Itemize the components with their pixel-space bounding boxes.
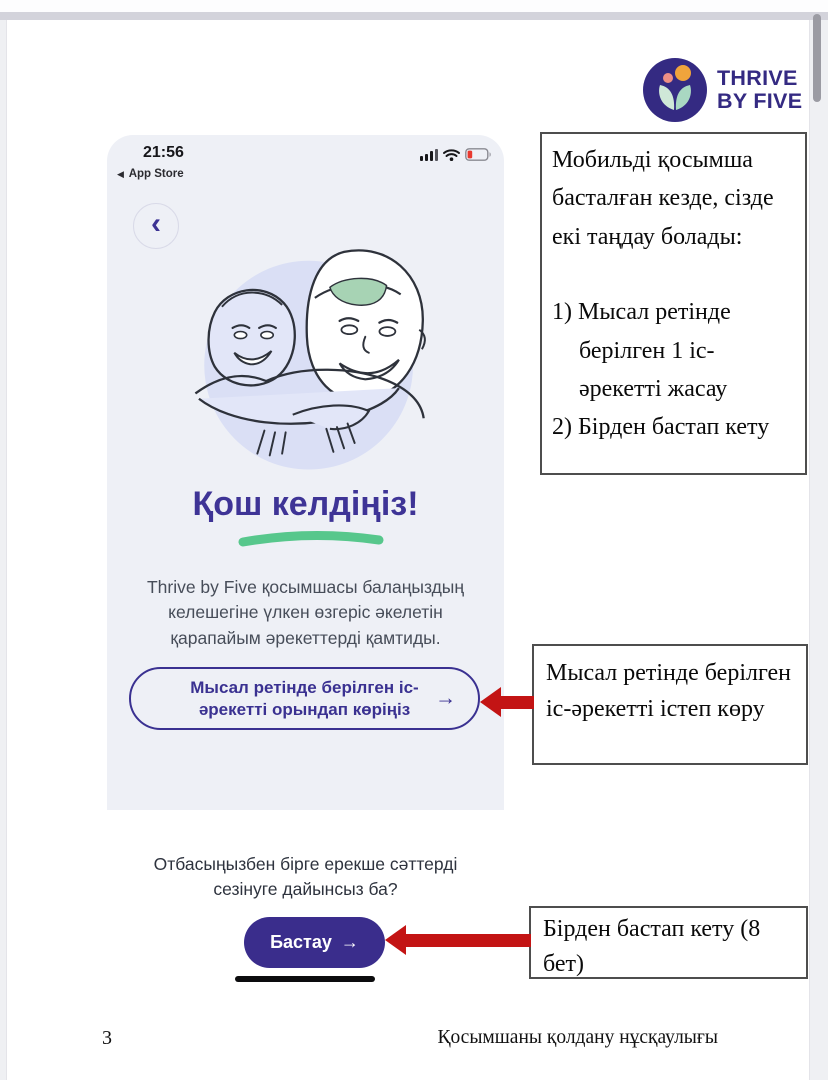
logo-wordmark — [717, 67, 802, 113]
arrow-shaft — [405, 934, 531, 947]
app-intro-text: Thrive by Five қосымшасы балаңыздың келешегіне үлкен өзгеріс әкелетін қарапайым әрекеттерді қамтиды. — [146, 577, 465, 648]
page-number: 3 — [102, 1027, 112, 1049]
red-arrow-to-sample-button — [480, 687, 534, 717]
options-intro: Мобильді қосымша басталған кезде, сізде екі таңдау болады: — [552, 147, 774, 250]
window-top-band — [0, 0, 828, 12]
back-link-label: App Store — [128, 168, 184, 180]
home-indicator — [235, 976, 375, 982]
start-button-label: Бастау — [270, 932, 332, 952]
arrow-head — [385, 925, 406, 955]
logo-line2: BY FIVE — [717, 89, 803, 113]
window-chrome-strip — [0, 12, 828, 20]
arrow-right-icon: → — [435, 686, 456, 710]
bottom-sheet — [107, 810, 504, 1005]
options-annotation-box — [540, 132, 807, 475]
scrollbar-thumb[interactable] — [813, 14, 821, 102]
ready-question-text: Отбасыңызбен бірге ерекше сәттерді сезінуге дайынсыз ба? — [153, 854, 458, 900]
logo-line1: THRIVE — [717, 66, 798, 90]
battery-low-icon — [465, 148, 492, 161]
green-underline-swoosh — [235, 529, 387, 547]
phone-main-screen — [107, 135, 504, 810]
phone-screenshot — [107, 135, 504, 1005]
try-sample-activity-label: Мысал ретінде берілген іс-әрекетті орындап көріңіз — [190, 678, 419, 719]
footer-title: Қосымшаны қолдану нұсқаулығы — [437, 1027, 718, 1048]
cellular-signal-icon — [420, 149, 438, 161]
welcome-title: Қош келдіңіз! — [192, 485, 419, 523]
thrive-by-five-logo-icon — [643, 58, 707, 122]
sample-annotation-box — [532, 644, 808, 765]
try-sample-activity-button[interactable] — [129, 667, 480, 730]
arrow-head — [480, 687, 501, 717]
parent-child-illustration — [160, 241, 452, 476]
start-annotation-box — [529, 906, 808, 979]
status-icons — [420, 148, 492, 161]
start-button[interactable] — [244, 917, 385, 968]
wifi-icon — [443, 149, 460, 161]
document-page — [6, 20, 810, 1080]
option-item-2: 2) Бірден бастап кету — [552, 414, 770, 441]
chevron-left-icon: ‹ — [151, 207, 161, 240]
option-item-1: 1) Мысал ретінде берілген 1 іс-әрекетті жасау — [552, 299, 731, 402]
sample-annotation-text: Мысал ретінде берілген іс-әрекетті істеп көру — [546, 660, 791, 722]
back-triangle-icon: ◀ — [117, 169, 124, 179]
back-to-app-store-link[interactable] — [117, 168, 184, 180]
arrow-right-icon: → — [340, 932, 359, 952]
arrow-shaft — [500, 696, 534, 709]
status-time: 21:56 — [143, 144, 184, 161]
start-annotation-text: Бірден бастап кету (8 бет) — [543, 916, 761, 977]
red-arrow-to-start-button — [385, 925, 531, 955]
